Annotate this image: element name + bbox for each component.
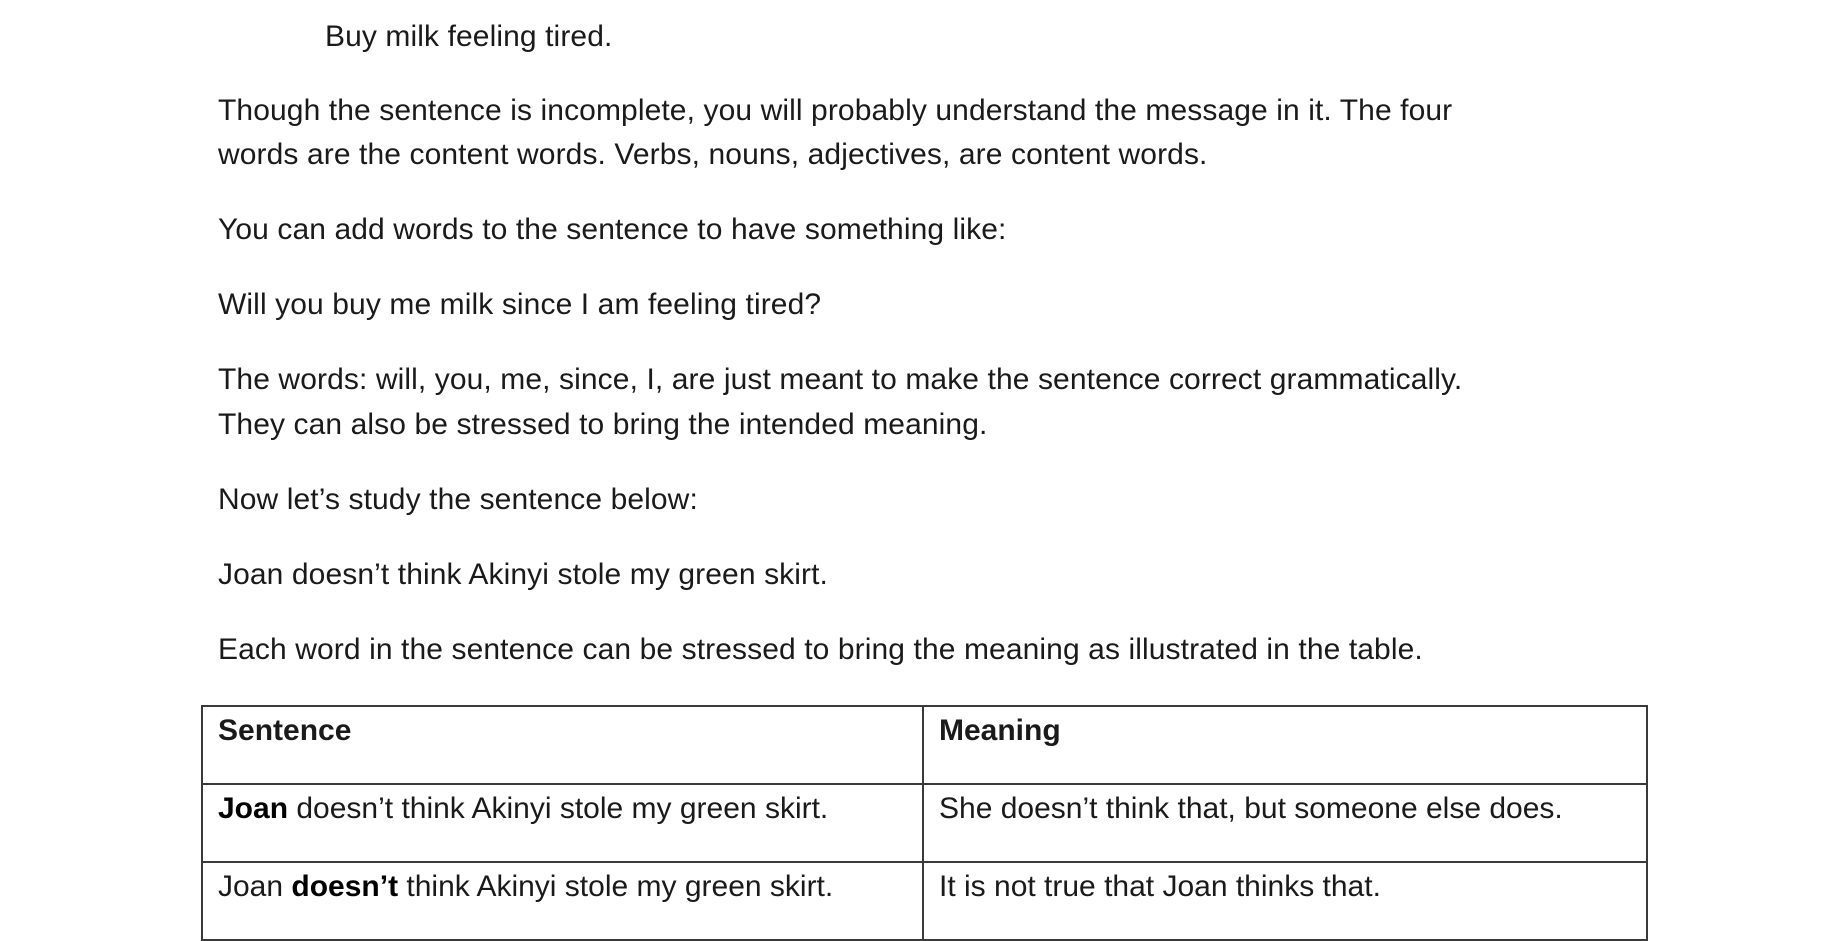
- header-meaning: Meaning: [923, 706, 1647, 784]
- stress-meaning-table: [201, 705, 1648, 941]
- paragraph-content-words-line-2: words are the content words. Verbs, nouns, adjectives, are content words.: [218, 138, 1208, 171]
- paragraph-function-words-line-2: They can also be stressed to bring the intended meaning.: [218, 408, 988, 441]
- header-sentence: Sentence: [202, 706, 923, 784]
- example-full-sentence: Will you buy me milk since I am feeling tired?: [218, 288, 822, 321]
- sentence-after: doesn’t think Akinyi stole my green skirt.: [288, 792, 829, 825]
- example-phrase: Buy milk feeling tired.: [325, 20, 613, 53]
- table-header-row: [202, 706, 1647, 784]
- sentence-before: Joan: [218, 870, 292, 903]
- sentence-cell: [202, 862, 923, 940]
- meaning-cell: It is not true that Joan thinks that.: [923, 862, 1647, 940]
- paragraph-add-words: You can add words to the sentence to have something like:: [218, 213, 1007, 246]
- meaning-cell: She doesn’t think that, but someone else does.: [923, 784, 1647, 862]
- stressed-word: Joan: [218, 792, 289, 825]
- table-row: [202, 862, 1647, 940]
- paragraph-function-words-line-1: The words: will, you, me, since, I, are just meant to make the sentence correct grammatically.: [218, 363, 1463, 396]
- paragraph-study-intro: Now let’s study the sentence below:: [218, 483, 698, 516]
- stressed-word: doesn’t: [291, 870, 399, 903]
- sentence-after: think Akinyi stole my green skirt.: [398, 870, 834, 903]
- example-study-sentence: Joan doesn’t think Akinyi stole my green skirt.: [218, 558, 828, 591]
- paragraph-content-words-line-1: Though the sentence is incomplete, you will probably understand the message in it. The four: [218, 94, 1453, 127]
- sentence-cell: [202, 784, 923, 862]
- paragraph-table-intro: Each word in the sentence can be stressed to bring the meaning as illustrated in the table.: [218, 633, 1423, 666]
- table-row: [202, 784, 1647, 862]
